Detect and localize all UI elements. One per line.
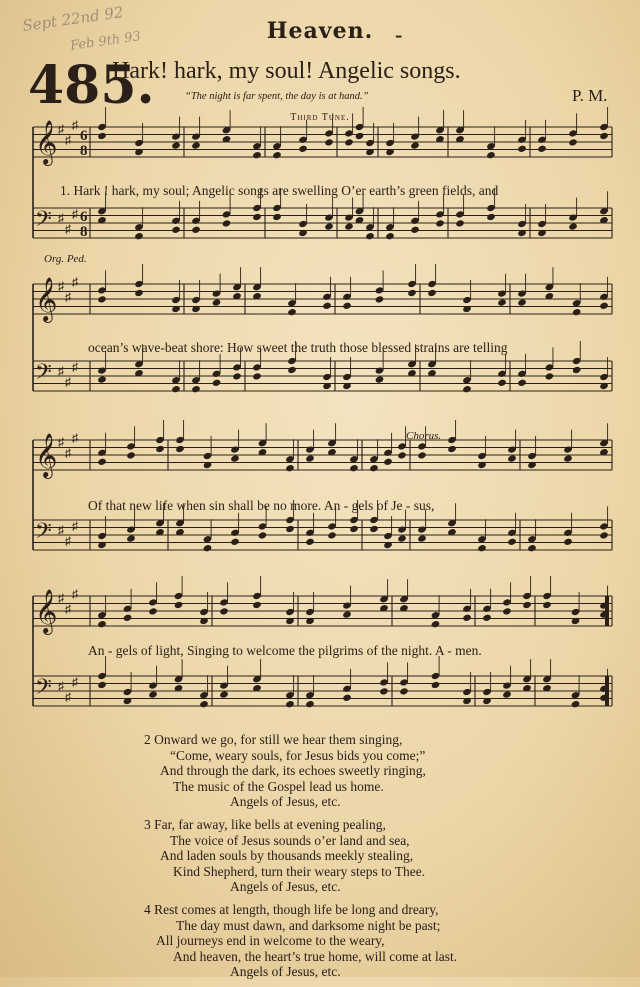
notehead [397, 451, 407, 459]
notehead [148, 690, 158, 698]
sharp-sign: ♯ [65, 446, 71, 460]
sharp-sign: ♯ [72, 431, 78, 445]
notehead [462, 385, 472, 393]
notehead [522, 601, 532, 609]
verse-line: 4 Rest comes at length, though life be long and dreary, [144, 901, 439, 917]
final-bar [605, 676, 609, 706]
notehead [230, 454, 240, 462]
time-signature-digit: 6 [80, 128, 88, 144]
notehead [252, 601, 262, 609]
notehead [599, 302, 609, 310]
notehead [97, 620, 107, 628]
notehead [447, 445, 457, 453]
notehead [431, 620, 441, 628]
notehead [517, 379, 527, 387]
notehead [212, 298, 222, 306]
verse-refrain: Angels of Jesus, etc. [230, 964, 341, 980]
notehead [126, 451, 136, 459]
notehead [507, 454, 517, 462]
notehead [212, 379, 222, 387]
verse-line: The music of the Gospel lead us home. [173, 778, 384, 794]
notehead [431, 681, 441, 689]
notehead [599, 531, 609, 539]
sharp-sign: ♯ [72, 360, 78, 374]
sharp-sign: ♯ [72, 207, 78, 221]
sharp-sign: ♯ [58, 679, 64, 693]
notehead [385, 232, 395, 240]
notehead [155, 445, 165, 453]
notehead [285, 525, 295, 533]
notehead [572, 366, 582, 374]
notehead [97, 295, 107, 303]
verse-line: The voice of Jesus sounds o’er land and sea, [170, 832, 410, 848]
notehead [344, 138, 354, 146]
notehead [219, 690, 229, 698]
notehead [369, 525, 379, 533]
notehead [287, 308, 297, 316]
notehead [507, 538, 517, 546]
verse-line: And through the dark, its echoes sweetly ringing, [160, 763, 426, 779]
verse-line: 3 Far, far away, like bells at evening pealing, [144, 816, 386, 832]
bass-clef: 𝄢 [35, 360, 52, 390]
notehead [563, 454, 573, 462]
epigraph: “The night is far spent, the day is at hand.” [185, 91, 369, 102]
notehead [545, 372, 555, 380]
notehead [563, 538, 573, 546]
notehead [571, 700, 581, 708]
notehead [322, 302, 332, 310]
sharp-sign: ♯ [65, 602, 71, 616]
notehead [305, 700, 315, 708]
notehead [191, 141, 201, 149]
sharp-sign: ♯ [65, 290, 71, 304]
time-signature-digit: 8 [80, 224, 88, 240]
verse-line: And laden souls by thousands meekly stealing, [160, 848, 414, 864]
notehead [427, 289, 437, 297]
sharp-sign: ♯ [65, 534, 71, 548]
notehead [285, 464, 295, 472]
notehead [272, 151, 282, 159]
verse-4 [0, 902, 640, 980]
notehead [517, 145, 527, 153]
notehead [126, 534, 136, 542]
notehead [171, 226, 181, 234]
notehead [252, 151, 262, 159]
notehead [222, 219, 232, 227]
notehead [171, 385, 181, 393]
notehead [383, 458, 393, 466]
time-signature-digit: 6 [80, 209, 88, 225]
notehead [148, 607, 158, 615]
notehead [572, 308, 582, 316]
sharp-sign: ♯ [65, 375, 71, 389]
notehead [482, 614, 492, 622]
lyric-line-1: 1. Hark ! hark, my soul; Angelic songs are swelling O’er earth’s green fields, and [60, 183, 499, 198]
organ-pedal-marking: Org. Ped. [44, 253, 87, 265]
lyric-line-4: An - gels of light, Singing to welcome the pilgrims of the night. A - men. [88, 643, 482, 658]
sharp-sign: ♯ [72, 587, 78, 601]
sharp-sign: ♯ [58, 364, 64, 378]
treble-clef: 𝄞 [35, 277, 58, 321]
verse-line: “Come, weary souls, for Jesus bids you come;” [170, 747, 426, 763]
treble-clef: 𝄞 [35, 589, 58, 633]
notehead [258, 531, 268, 539]
music-system [33, 107, 612, 240]
notehead [298, 145, 308, 153]
notehead [324, 138, 334, 146]
notehead [375, 375, 385, 383]
notehead [417, 534, 427, 542]
notehead [517, 298, 527, 306]
notehead [537, 145, 547, 153]
verse-2 [0, 732, 640, 810]
notehead [327, 531, 337, 539]
notehead [407, 289, 417, 297]
notehead [568, 138, 578, 146]
notehead [191, 226, 201, 234]
lyric-line-2: ocean’s wave-beat shore: How sweet the truth those blessed strains are telling [88, 340, 508, 355]
sharp-sign: ♯ [65, 133, 71, 147]
notehead [435, 219, 445, 227]
hymn-title: Hark! hark, my soul! Angelic songs. [112, 58, 461, 84]
notehead [397, 534, 407, 542]
notehead [342, 302, 352, 310]
music-system [33, 420, 612, 552]
sharp-sign: ♯ [58, 435, 64, 449]
time-signature-digit: 8 [80, 143, 88, 159]
notehead [527, 544, 537, 552]
treble-clef: 𝄞 [35, 433, 58, 477]
notehead [502, 607, 512, 615]
notehead [344, 222, 354, 230]
notehead [455, 219, 465, 227]
notehead [324, 222, 334, 230]
verse-3 [0, 817, 640, 895]
notehead [123, 614, 133, 622]
verse-line: 2 Onward we go, for still we hear them singing, [144, 732, 403, 747]
notehead [134, 232, 144, 240]
notehead [486, 213, 496, 221]
notehead [365, 232, 375, 240]
sharp-sign: ♯ [72, 118, 78, 132]
ornament-dash: - [395, 22, 403, 47]
notehead [502, 690, 512, 698]
notehead [305, 538, 315, 546]
verse-refrain: Angels of Jesus, etc. [230, 794, 341, 810]
hymn-number: 485. [28, 55, 155, 116]
notehead [272, 213, 282, 221]
notehead [285, 700, 295, 708]
notehead [417, 451, 427, 459]
sharp-sign: ♯ [58, 122, 64, 136]
notehead [171, 141, 181, 149]
sharp-sign: ♯ [72, 275, 78, 289]
sharp-sign: ♯ [58, 279, 64, 293]
notehead [369, 464, 379, 472]
meter: P. M. [572, 86, 608, 105]
pencil-note-2: Feb 9th 93 [69, 29, 142, 54]
notehead [342, 610, 352, 618]
sharp-sign: ♯ [65, 222, 71, 236]
treble-clef: 𝄞 [35, 120, 58, 164]
notehead [379, 687, 389, 695]
verses [0, 732, 640, 987]
notehead [410, 226, 420, 234]
chorus-marking: Chorus. [406, 430, 442, 442]
bass-clef: 𝄢 [35, 519, 52, 549]
notehead [410, 141, 420, 149]
notehead [349, 464, 359, 472]
bass-clef: 𝄢 [35, 675, 52, 705]
sharp-sign: ♯ [72, 675, 78, 689]
notehead [252, 372, 262, 380]
notehead [219, 607, 229, 615]
notehead [97, 681, 107, 689]
sharp-sign: ♯ [72, 519, 78, 533]
notehead [287, 366, 297, 374]
pencil-note-1: Sept 22nd 92 [21, 3, 125, 35]
notehead [134, 289, 144, 297]
lyric-line-3: Of that new life when sin shall be no more. An - gels of Je - sus, [88, 498, 435, 513]
notehead [203, 544, 213, 552]
sharp-sign: ♯ [65, 690, 71, 704]
notehead [375, 295, 385, 303]
notehead [349, 525, 359, 533]
running-title: Heaven. [266, 18, 374, 44]
verse-refrain: Angels of Jesus, etc. [230, 879, 341, 895]
notehead [97, 132, 107, 140]
sharp-sign: ♯ [58, 591, 64, 605]
verse-line: The day must dawn, and darksome night be past; [176, 917, 441, 933]
notehead [342, 694, 352, 702]
sharp-sign: ♯ [58, 211, 64, 225]
verse-line: All journeys end in welcome to the weary, [156, 933, 385, 949]
bass-clef: 𝄢 [35, 207, 52, 237]
sharp-sign: ♯ [58, 523, 64, 537]
notehead [230, 538, 240, 546]
notehead [252, 213, 262, 221]
verse-line: Kind Shepherd, turn their weary steps to Thee. [173, 863, 426, 879]
tune-name: Third Tune. [290, 112, 350, 123]
final-bar [605, 596, 609, 626]
notehead [568, 222, 578, 230]
verse-line: And heaven, the heart’s true home, will come at last. [173, 948, 458, 964]
notehead [191, 385, 201, 393]
notehead [174, 601, 184, 609]
notehead [399, 687, 409, 695]
notehead [305, 454, 315, 462]
notehead [477, 544, 487, 552]
notehead [599, 132, 609, 140]
notehead [486, 151, 496, 159]
music-system [33, 264, 612, 393]
notehead [97, 458, 107, 466]
notehead [199, 700, 209, 708]
notehead [175, 445, 185, 453]
notehead [497, 298, 507, 306]
notehead [97, 375, 107, 383]
notehead [462, 614, 472, 622]
notehead [542, 601, 552, 609]
notehead [497, 379, 507, 387]
notehead [232, 372, 242, 380]
notehead [355, 132, 365, 140]
